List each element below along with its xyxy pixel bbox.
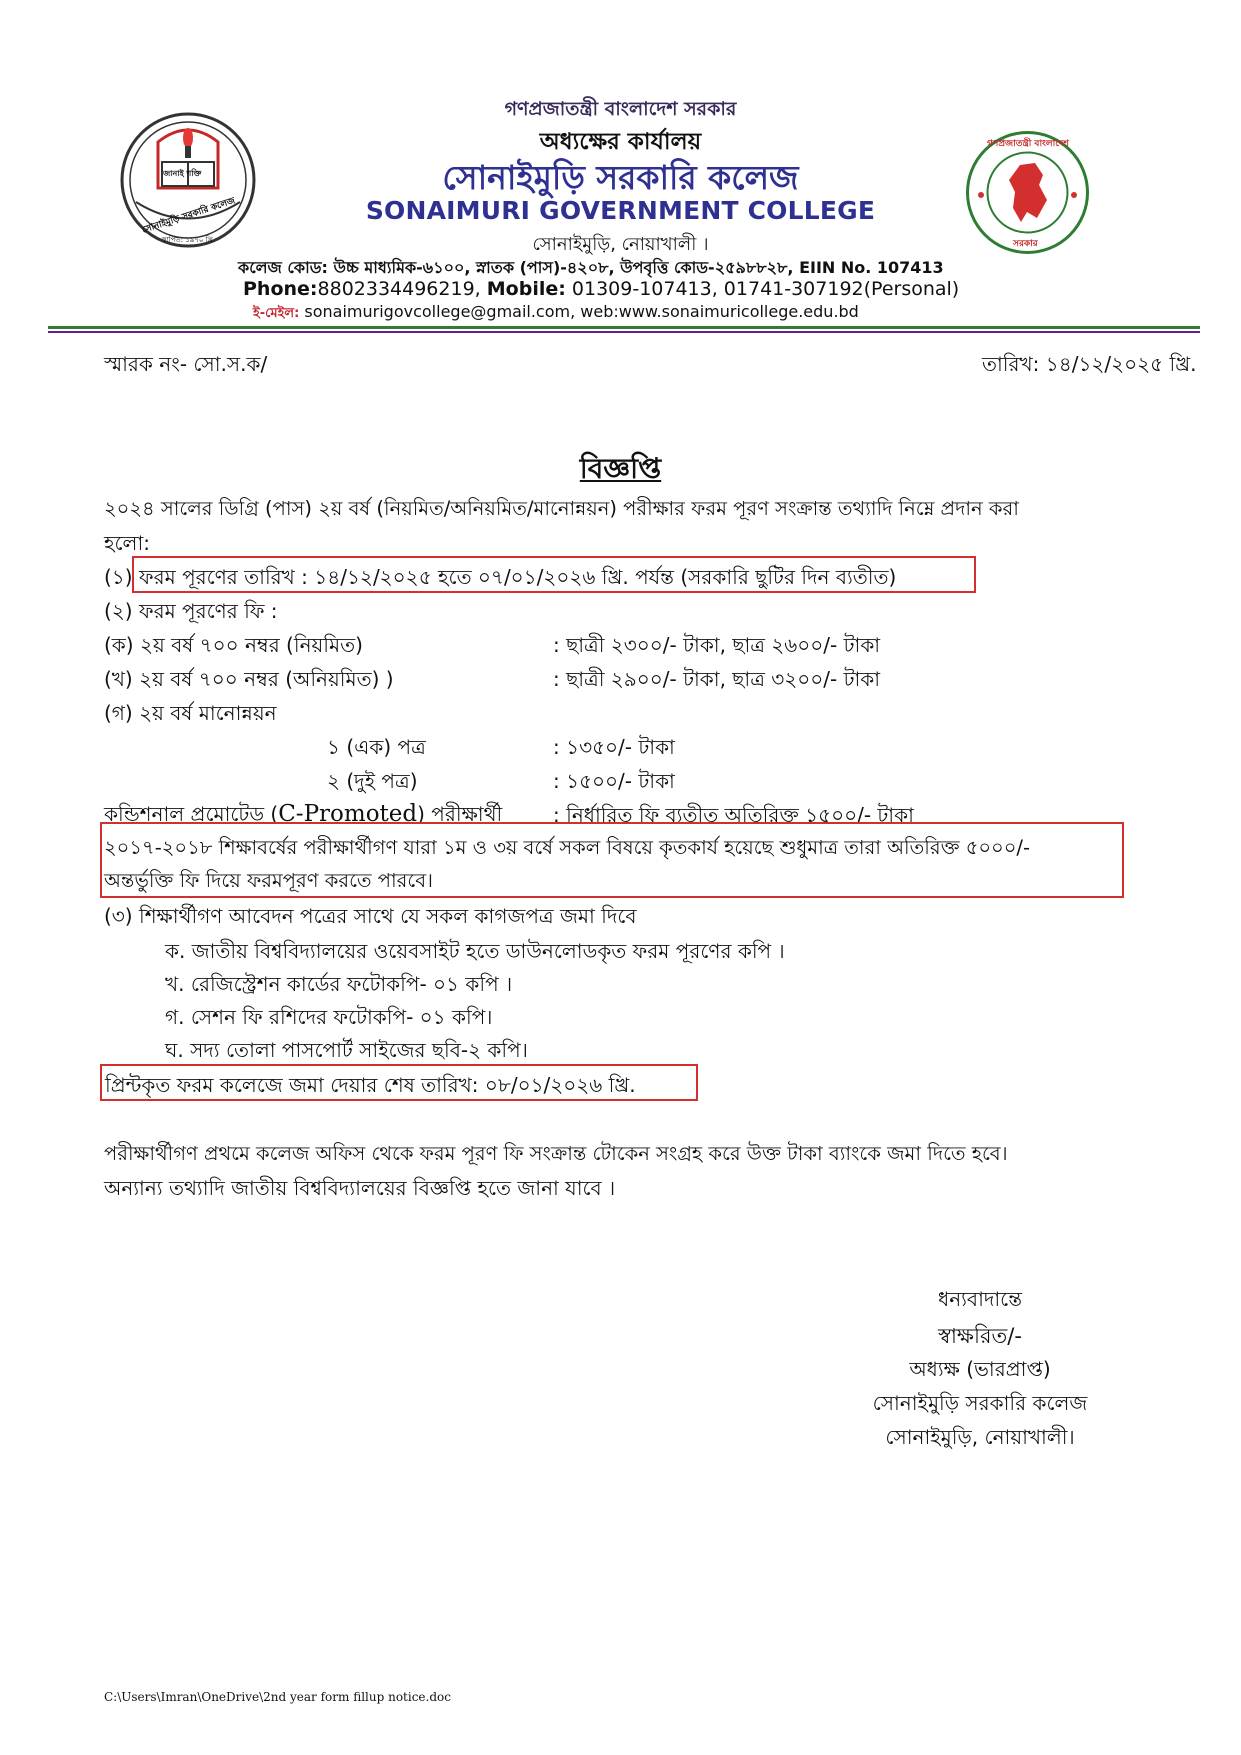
college-name-bn: সোনাইমুড়ি সরকারি কলেজ (442, 158, 799, 197)
memo-date: তারিখ: ১৪/১২/২০২৫ খ্রি. (982, 352, 1197, 376)
office-title: অধ্যক্ষের কার্যালয় (539, 129, 702, 155)
memo-reference: স্মারক নং- সো.স.ক/ (104, 352, 268, 376)
contact-email (253, 302, 859, 325)
college-name-en: SONAIMURI GOVERNMENT COLLEGE (365, 196, 876, 225)
item1-number: (১) (104, 565, 133, 589)
header-divider (48, 326, 1200, 329)
fee-row-label: (ক) ২য় বর্ষ ৭০০ নম্বর (নিয়মিত) (104, 633, 363, 657)
special-notice-line1: ২০১৭-২০১৮ শিক্ষাবর্ষের পরীক্ষার্থীগণ যারা ১ম ও ৩য় বর্ষে সকল বিষয়ে কৃতকার্য হয়েছে শুধুমাত্র তারা অতিরিক্ত ৫০০০/- (104, 836, 1031, 859)
notice-intro-line1: ২০২৪ সালের ডিগ্রি (পাস) ২য় বর্ষ (নিয়মিত/অনিয়মিত/মানোন্নয়ন) পরীক্ষার ফরম পূরণ সংক্রান্ত তথ্যাদি নিম্নে প্রদান করা (104, 497, 1019, 520)
c-promoted-suffix: ) পরীক্ষার্থী (417, 802, 503, 826)
item3-documents-heading: (৩) শিক্ষার্থীগণ আবেদন পত্রের সাথে যে সকল কাগজপত্র জমা দিবে (104, 904, 637, 928)
paper-row-value: : ১৫০০/- টাকা (553, 769, 675, 793)
header-divider-second (48, 331, 1200, 333)
paper-row-value: : ১৩৫০/- টাকা (553, 735, 675, 759)
item2-fee-heading: (২) ফরম পূরণের ফি : (104, 599, 278, 623)
document-item: খ. রেজিস্ট্রেশন কার্ডের ফটোকপি- ০১ কপি । (165, 972, 513, 996)
mobile-label: Mobile: (486, 278, 566, 300)
fee-row-value: : ছাত্রী ২৯০০/- টাকা, ছাত্র ৩২০০/- টাকা (553, 667, 881, 691)
email-web: sonaimurigovcollege@gmail.com, web:www.sonaimuricollege.edu.bd (304, 302, 859, 321)
logo-motto: জানাই শক্তি (163, 169, 202, 178)
fee-row-label: (খ) ২য় বর্ষ ৭০০ নম্বর (অনিয়মিত) ) (104, 667, 394, 691)
notice-title: বিজ্ঞপ্তি (579, 452, 662, 485)
phone-label: Phone: (243, 278, 318, 300)
email-label: ই-মেইল: (253, 306, 300, 321)
seal-bottom-text: সরকার (1013, 239, 1038, 249)
signature-college: সোনাইমুড়ি সরকারি কলেজ (872, 1391, 1088, 1415)
document-item: ঘ. সদ্য তোলা পাসপোর্ট সাইজের ছবি-২ কপি। (165, 1038, 528, 1062)
closing-line1: পরীক্ষার্থীগণ প্রথমে কলেজ অফিস থেকে ফরম পূরণ ফি সংক্রান্ত টোকেন সংগ্রহ করে উক্ত টাকা ব্যাংকে জমা দিতে হবে। (104, 1142, 1008, 1165)
college-location: সোনাইমুড়ি, নোয়াখালী । (532, 234, 709, 255)
c-promoted-value: : নির্ধারিত ফি ব্যতীত অতিরিক্ত ১৫০০/- টাকা (553, 803, 914, 827)
logo-established: স্থাপিত: ১৯৭০ খ্রি. (162, 236, 216, 244)
c-promoted-en: C-Promoted (278, 801, 418, 827)
logo-ring-text: সোনাইমুড়ি সরকারি কলেজ (140, 196, 237, 236)
fee-row-label: (গ) ২য় বর্ষ মানোন্নয়ন (104, 701, 277, 725)
signature-place: সোনাইমুড়ি, নোয়াখালী। (885, 1425, 1075, 1449)
paper-row-label: ২ (দুই পত্র) (327, 769, 418, 793)
signature-thanks: ধন্যবাদান্তে (937, 1287, 1022, 1311)
college-codes: কলেজ কোড: উচ্চ মাধ্যমিক-৬১০০, স্নাতক (পাস)-৪২০৮, উপবৃত্তি কোড-২৫৯৮৮২৮, EIIN No. 107413 (238, 258, 944, 277)
seal-top-text: গণপ্রজাতন্ত্রী বাংলাদেশ (987, 139, 1069, 149)
closing-line2: অন্যান্য তথ্যাদি জাতীয় বিশ্ববিদ্যালয়ের বিজ্ঞপ্তি হতে জানা যাবে । (104, 1176, 616, 1200)
paper-row-label: ১ (এক) পত্র (327, 735, 426, 759)
c-promoted-prefix: কন্ডিশনাল প্রমোটেড ( (104, 802, 279, 826)
document-item: গ. সেশন ফি রশিদের ফটোকপি- ০১ কপি। (165, 1005, 493, 1029)
mobile-number: 01309-107413, 01741-307192(Personal) (571, 278, 960, 300)
submission-deadline: প্রিন্টকৃত ফরম কলেজে জমা দেয়ার শেষ তারিখ: ০৮/০১/২০২৬ খ্রি. (105, 1073, 636, 1097)
signature-designation: অধ্যক্ষ (ভারপ্রাপ্ত) (909, 1357, 1051, 1381)
special-notice-line2: অন্তর্ভুক্তি ফি দিয়ে ফরমপূরণ করতে পারবে। (104, 869, 434, 892)
signature-signed: স্বাক্ষরিত/- (938, 1324, 1022, 1348)
document-file-path: C:\Users\Imran\OneDrive\2nd year form fillup notice.doc (104, 1690, 451, 1704)
government-name: গণপ্রজাতন্ত্রী বাংলাদেশ সরকার (504, 98, 737, 120)
document-item: ক. জাতীয় বিশ্ববিদ্যালয়ের ওয়েবসাইট হতে ডাউনলোডকৃত ফরম পূরণের কপি । (165, 939, 785, 963)
phone-number: 8802334496219, (317, 278, 481, 300)
fee-row-value: : ছাত্রী ২৩০০/- টাকা, ছাত্র ২৬০০/- টাকা (553, 633, 881, 657)
notice-intro-line2: হলো: (104, 531, 150, 555)
item1-form-fillup-dates: ফরম পূরণের তারিখ : ১৪/১২/২০২৫ হতে ০৭/০১/২০২৬ খ্রি. পর্যন্ত (সরকারি ছুটির দিন ব্যতীত) (139, 565, 897, 589)
contact-phone (243, 278, 959, 300)
